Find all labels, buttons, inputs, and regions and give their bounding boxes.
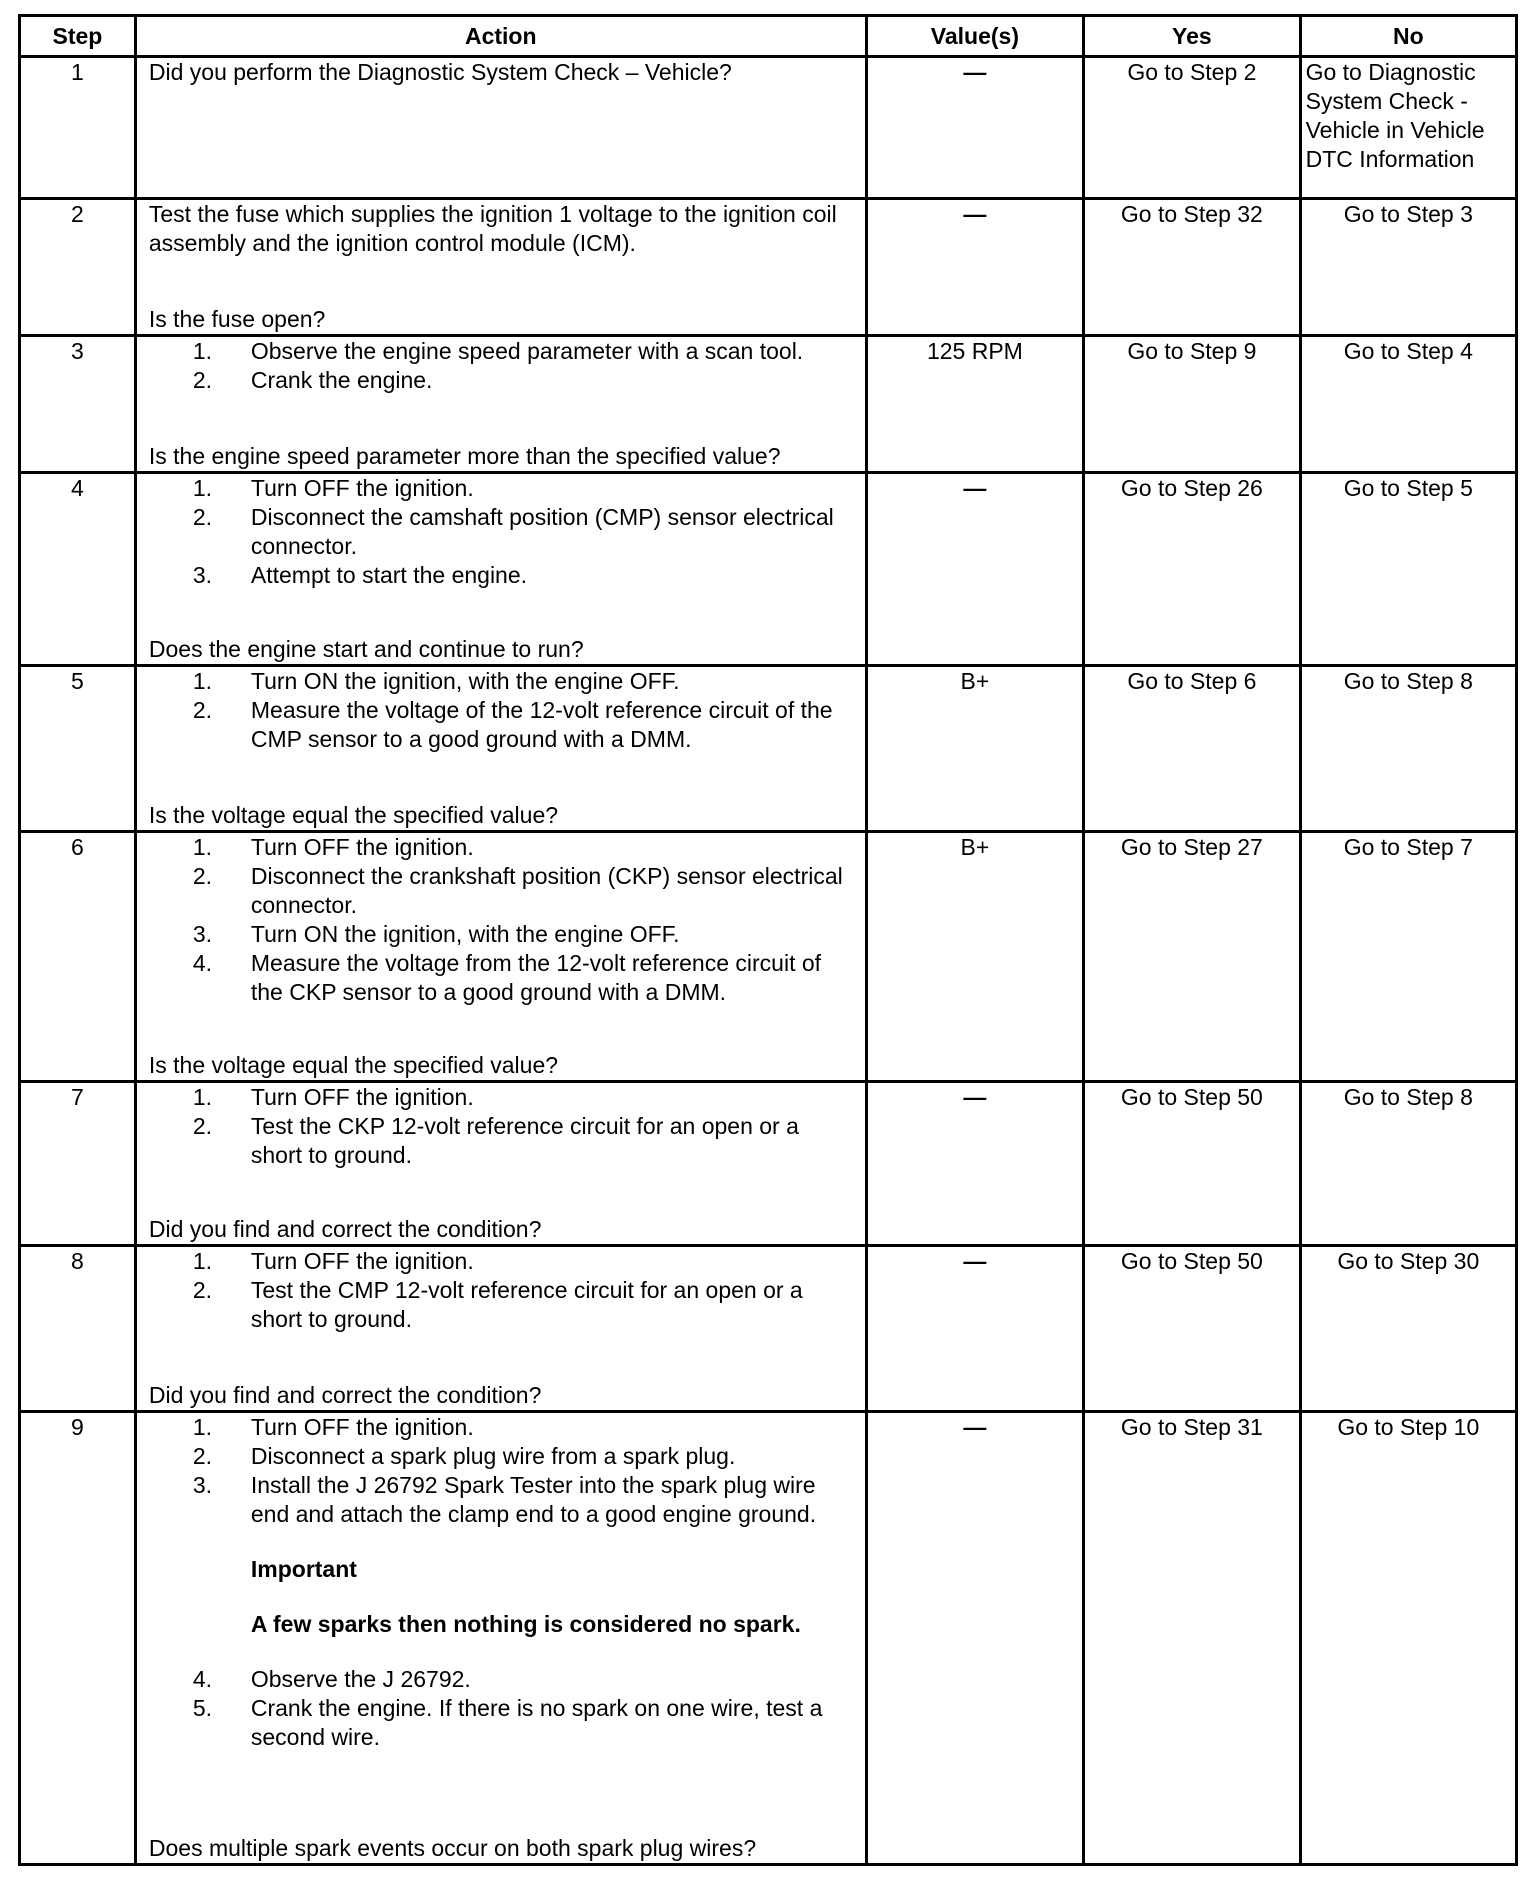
step-number: 6 <box>20 831 136 1081</box>
action-content <box>143 1083 859 1244</box>
instruction-text: Measure the voltage from the 12-volt reference circuit of the CKP sensor to a good ground with a DMM. <box>250 949 822 1005</box>
no-target: Go to Step 3 <box>1300 198 1516 335</box>
no-target: Go to Step 4 <box>1300 335 1516 472</box>
value-cell: — <box>866 472 1084 665</box>
no-target: Go to Step 30 <box>1300 1246 1516 1412</box>
instruction-item <box>149 949 853 1007</box>
no-target: Go to Step 8 <box>1300 665 1516 831</box>
header-yes: Yes <box>1084 16 1300 57</box>
instruction-text: Disconnect the crankshaft position (CKP) sensor electrical connector. <box>250 862 843 918</box>
action-content <box>143 1413 859 1863</box>
yes-target: Go to Step 9 <box>1084 335 1300 472</box>
instruction-number: 1. <box>192 1248 213 1275</box>
step-number: 9 <box>20 1412 136 1865</box>
instruction-list <box>149 833 853 1007</box>
header-values: Value(s) <box>866 16 1084 57</box>
action-instructions <box>149 1083 853 1170</box>
action-cell <box>135 831 866 1081</box>
step-number: 5 <box>20 665 136 831</box>
action-question: Is the engine speed parameter more than the specified value? <box>148 442 781 469</box>
header-step: Step <box>20 16 136 57</box>
step-number: 1 <box>20 57 136 199</box>
value-cell: B+ <box>866 831 1084 1081</box>
instruction-number: 4. <box>192 1666 213 1693</box>
action-intro: Did you perform the Diagnostic System Check – Vehicle? <box>148 59 732 85</box>
table-row <box>20 57 1517 199</box>
instruction-text: Install the J 26792 Spark Tester into the spark plug wire end and attach the clamp end to a good engine ground. <box>250 1472 817 1528</box>
yes-target: Go to Step 50 <box>1084 1081 1300 1245</box>
instruction-text: Turn ON the ignition, with the engine OFF. <box>250 920 680 947</box>
action-instructions <box>149 1247 853 1334</box>
action-cell <box>135 57 866 199</box>
instruction-text: Test the CKP 12-volt reference circuit for an open or a short to ground. <box>250 1112 799 1168</box>
value-cell: 125 RPM <box>866 335 1084 472</box>
value-cell: — <box>866 1081 1084 1245</box>
instruction-text: Measure the voltage of the 12-volt reference circuit of the CMP sensor to a good ground with a DMM. <box>250 696 833 752</box>
action-content <box>143 833 859 1080</box>
action-question: Does the engine start and continue to run? <box>148 635 584 662</box>
instruction-number: 2. <box>192 503 213 530</box>
value-cell: — <box>866 1412 1084 1865</box>
action-instructions <box>149 833 853 1007</box>
action-cell <box>135 472 866 665</box>
table-row <box>20 1081 1517 1245</box>
action-content <box>143 337 859 471</box>
no-target: Go to Step 7 <box>1300 831 1516 1081</box>
action-cell <box>135 198 866 335</box>
table-row <box>20 1412 1517 1865</box>
instruction-list <box>149 474 853 590</box>
table-row <box>20 831 1517 1081</box>
action-instructions <box>149 58 853 87</box>
instruction-list <box>149 1083 853 1170</box>
instruction-text: Disconnect a spark plug wire from a spark plug. <box>250 1443 736 1470</box>
action-instructions <box>149 474 853 590</box>
action-content <box>143 58 859 197</box>
instruction-text: Turn OFF the ignition. <box>250 1414 474 1441</box>
action-cell <box>135 1246 866 1412</box>
instruction-item <box>149 1694 853 1752</box>
instruction-number: 1. <box>192 337 213 364</box>
instruction-number: 3. <box>192 561 213 588</box>
table-row <box>20 198 1517 335</box>
instruction-item <box>149 833 853 862</box>
action-instructions <box>149 337 853 395</box>
instruction-item <box>149 1247 853 1276</box>
instruction-text: Turn ON the ignition, with the engine OFF. <box>250 667 680 694</box>
instruction-number: 1. <box>192 1083 213 1110</box>
instruction-number: 1. <box>192 474 213 501</box>
instruction-item <box>149 366 853 395</box>
step-number: 2 <box>20 198 136 335</box>
instruction-number: 1. <box>192 833 213 860</box>
action-question: Does multiple spark events occur on both spark plug wires? <box>148 1835 757 1861</box>
instruction-text: Turn OFF the ignition. <box>250 474 474 501</box>
instruction-item <box>149 1471 853 1529</box>
instruction-number: 1. <box>192 667 213 694</box>
value-cell: — <box>866 1246 1084 1412</box>
no-target: Go to Step 5 <box>1300 472 1516 665</box>
header-row <box>20 16 1517 57</box>
header-action: Action <box>135 16 866 57</box>
no-target: Go to Step 10 <box>1300 1412 1516 1865</box>
instruction-item <box>149 1665 853 1694</box>
no-target: Go to Step 8 <box>1300 1081 1516 1245</box>
yes-target: Go to Step 27 <box>1084 831 1300 1081</box>
action-cell <box>135 1081 866 1245</box>
table-row <box>20 335 1517 472</box>
action-cell <box>135 1412 866 1865</box>
instruction-item <box>149 561 853 590</box>
instruction-item <box>149 862 853 920</box>
instruction-number: 2. <box>192 1277 213 1304</box>
yes-target: Go to Step 2 <box>1084 57 1300 199</box>
diagnostic-table <box>18 14 1518 1866</box>
instruction-text: Crank the engine. <box>250 366 433 393</box>
step-number: 3 <box>20 335 136 472</box>
action-question: Is the voltage equal the specified value? <box>148 801 559 828</box>
instruction-number: 2. <box>192 1112 213 1139</box>
instruction-item <box>149 503 853 561</box>
instruction-item <box>149 696 853 754</box>
instruction-item <box>149 474 853 503</box>
action-intro: Test the fuse which supplies the ignition 1 voltage to the ignition coil assembly and the ignition control module (ICM). <box>148 200 837 256</box>
yes-target: Go to Step 6 <box>1084 665 1300 831</box>
value-cell: B+ <box>866 665 1084 831</box>
step-number: 7 <box>20 1081 136 1245</box>
instruction-text: Test the CMP 12-volt reference circuit for an open or a short to ground. <box>250 1277 803 1333</box>
action-question: Is the voltage equal the specified value? <box>148 1051 559 1078</box>
instruction-text: Disconnect the camshaft position (CMP) sensor electrical connector. <box>250 503 834 559</box>
instruction-number: 4. <box>192 949 213 976</box>
table-row <box>20 665 1517 831</box>
instruction-text: Observe the J 26792. <box>250 1666 471 1693</box>
yes-target: Go to Step 32 <box>1084 198 1300 335</box>
action-question: Did you find and correct the condition? <box>148 1382 542 1409</box>
yes-target: Go to Step 31 <box>1084 1412 1300 1865</box>
action-content <box>143 1247 859 1410</box>
instruction-item <box>149 1276 853 1334</box>
action-content <box>143 200 859 334</box>
instruction-list <box>149 337 853 395</box>
instruction-item <box>149 337 853 366</box>
value-cell: — <box>866 57 1084 199</box>
instruction-list <box>149 667 853 754</box>
instruction-number: 2. <box>192 862 213 889</box>
instruction-item <box>149 920 853 949</box>
action-instructions <box>149 667 853 754</box>
action-instructions <box>149 1413 853 1752</box>
instruction-list <box>149 1665 853 1752</box>
action-content <box>143 474 859 664</box>
action-question: Did you find and correct the condition? <box>148 1216 542 1243</box>
yes-target: Go to Step 26 <box>1084 472 1300 665</box>
instruction-number: 2. <box>192 696 213 723</box>
yes-target: Go to Step 50 <box>1084 1246 1300 1412</box>
header-no: No <box>1300 16 1516 57</box>
table-row <box>20 472 1517 665</box>
instruction-text: Turn OFF the ignition. <box>250 833 474 860</box>
action-content <box>143 667 859 830</box>
instruction-list <box>149 1413 853 1529</box>
step-number: 4 <box>20 472 136 665</box>
instruction-number: 2. <box>192 1443 213 1470</box>
table-row <box>20 1246 1517 1412</box>
instruction-text: Turn OFF the ignition. <box>250 1083 474 1110</box>
instruction-number: 2. <box>192 366 213 393</box>
step-number: 8 <box>20 1246 136 1412</box>
action-instructions <box>149 200 853 258</box>
action-cell <box>135 665 866 831</box>
instruction-item <box>149 1112 853 1170</box>
instruction-item <box>149 1413 853 1442</box>
action-question: Is the fuse open? <box>148 305 326 332</box>
instruction-number: 1. <box>192 1414 213 1441</box>
instruction-text: Observe the engine speed parameter with a scan tool. <box>250 337 804 364</box>
important-text: A few sparks then nothing is considered no spark. <box>250 1611 801 1638</box>
instruction-item <box>149 1442 853 1471</box>
value-cell: — <box>866 198 1084 335</box>
important-title: Important <box>250 1556 357 1583</box>
instruction-number: 3. <box>192 920 213 947</box>
instruction-number: 5. <box>192 1695 213 1722</box>
instruction-item <box>149 1083 853 1112</box>
no-target: Go to Diagnostic System Check - Vehicle in Vehicle DTC Information <box>1300 57 1516 199</box>
instruction-number: 3. <box>192 1472 213 1499</box>
instruction-text: Attempt to start the engine. <box>250 561 528 588</box>
action-cell <box>135 335 866 472</box>
instruction-item <box>149 667 853 696</box>
instruction-list <box>149 1247 853 1334</box>
instruction-text: Crank the engine. If there is no spark on one wire, test a second wire. <box>250 1695 823 1751</box>
instruction-text: Turn OFF the ignition. <box>250 1248 474 1275</box>
